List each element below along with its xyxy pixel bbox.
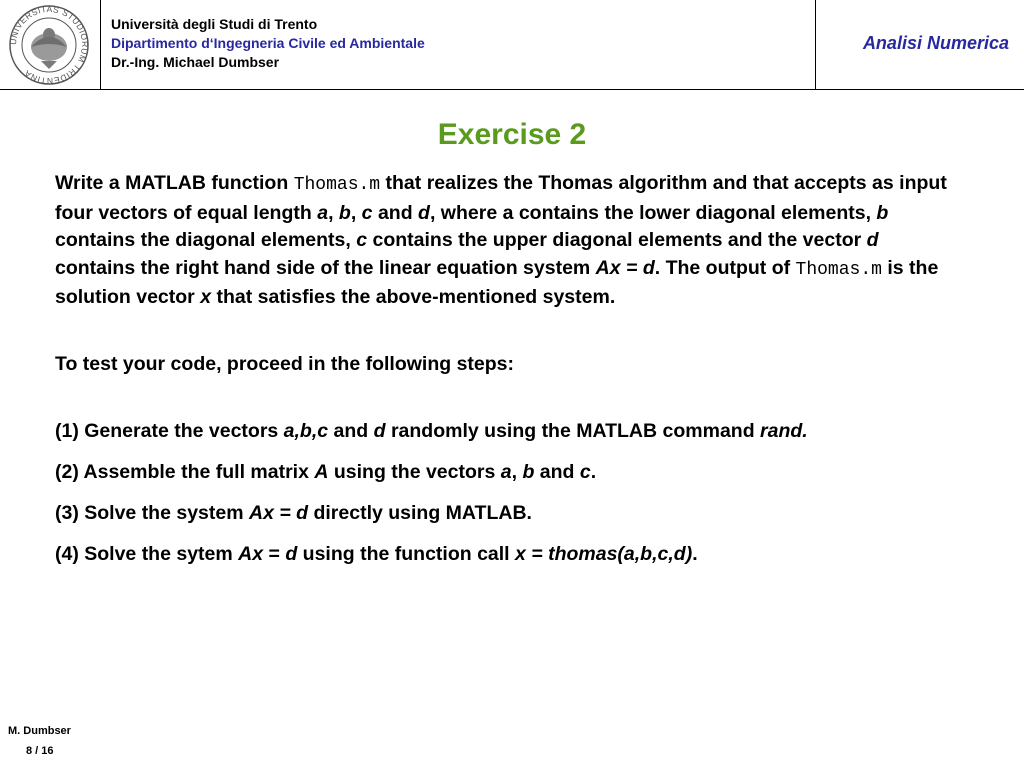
slide-header bbox=[0, 0, 1024, 90]
math-variable: d bbox=[866, 229, 879, 251]
code-identifier: Thomas.m bbox=[293, 175, 381, 195]
text-run: using the vectors bbox=[328, 460, 501, 483]
text-run: (3) Solve the system bbox=[55, 501, 249, 524]
text-run: (4) Solve the sytem bbox=[55, 542, 239, 565]
text-run: using the function call bbox=[297, 542, 516, 565]
department-name: Dipartimento d‘Ingegneria Civile ed Ambientale bbox=[111, 35, 425, 51]
code-identifier: Thomas.m bbox=[795, 259, 882, 280]
text-run: contains the upper diagonal elements and the vector bbox=[367, 229, 867, 251]
text-run: is the solution vector bbox=[55, 256, 939, 308]
text-run: (1) Generate the vectors bbox=[55, 419, 284, 442]
text-run: . The output of bbox=[654, 256, 796, 279]
text-run: that realizes the Thomas algorithm and that accepts as input four vectors of equal length bbox=[55, 172, 947, 224]
math-variable: d bbox=[285, 542, 298, 565]
math-variable: A bbox=[314, 460, 329, 483]
text-run: , bbox=[511, 460, 523, 483]
text-run: contains the right hand side of the linear equation system bbox=[55, 256, 596, 279]
math-variable: c bbox=[361, 201, 373, 224]
text-run: (2) Assemble the full matrix bbox=[55, 460, 315, 483]
math-variable: Ax = d bbox=[595, 256, 655, 279]
math-variable: c bbox=[579, 460, 591, 483]
step-item bbox=[55, 417, 955, 445]
math-variable: b bbox=[338, 201, 351, 224]
text-run: Write a MATLAB function bbox=[55, 172, 294, 194]
institution-block bbox=[111, 15, 425, 72]
slide-footer bbox=[8, 721, 71, 761]
step-item bbox=[55, 499, 955, 527]
math-variable: a bbox=[317, 201, 329, 224]
math-variable: d bbox=[373, 419, 386, 442]
math-variable: Ax bbox=[238, 542, 264, 565]
math-variable: rand. bbox=[760, 419, 808, 442]
text-run: , bbox=[328, 201, 339, 224]
math-variable: b bbox=[522, 460, 535, 483]
math-variable: Ax = d bbox=[249, 501, 309, 524]
logo-cell bbox=[0, 0, 101, 89]
text-run: that satisfies the above-mentioned system. bbox=[211, 286, 616, 308]
math-variable: b bbox=[876, 201, 889, 224]
text-run: directly using MATLAB. bbox=[308, 501, 532, 524]
text-run: , where a contains the lower diagonal elements, bbox=[429, 201, 877, 224]
math-variable: a bbox=[500, 460, 512, 483]
course-cell bbox=[815, 0, 1024, 89]
math-variable: a,b,c bbox=[283, 419, 329, 442]
text-run: , bbox=[350, 201, 362, 224]
steps-list bbox=[55, 417, 955, 568]
footer-author: M. Dumbser bbox=[8, 725, 71, 737]
university-seal-icon bbox=[6, 5, 92, 85]
author-name: Dr.-Ing. Michael Dumbser bbox=[111, 54, 280, 70]
course-title: Analisi Numerica bbox=[862, 33, 1009, 53]
text-run: = bbox=[263, 542, 286, 565]
math-variable: x = thomas(a,b,c,d) bbox=[515, 542, 693, 565]
exercise-description bbox=[55, 170, 955, 312]
math-variable: d bbox=[418, 201, 430, 224]
text-run: . bbox=[590, 460, 597, 483]
text-run: and bbox=[534, 460, 580, 483]
slide-content bbox=[55, 170, 955, 581]
seal-text: UNIVERSITAS STUDIORUM TRIDENTINA bbox=[7, 5, 91, 85]
test-intro: To test your code, proceed in the following steps: bbox=[55, 352, 515, 375]
math-variable: x bbox=[200, 286, 212, 308]
text-run: contains the diagonal elements, bbox=[55, 229, 357, 251]
step-item bbox=[55, 540, 955, 568]
text-run: and bbox=[328, 419, 374, 442]
slide-title: Exercise 2 bbox=[437, 118, 587, 151]
text-run: randomly using the MATLAB command bbox=[385, 419, 761, 442]
text-run: and bbox=[372, 201, 419, 224]
text-run: . bbox=[692, 542, 698, 565]
university-name: Università degli Studi di Trento bbox=[111, 16, 318, 32]
math-variable: c bbox=[356, 229, 368, 251]
page-number: 8 / 16 bbox=[26, 745, 54, 757]
step-item bbox=[55, 458, 955, 486]
